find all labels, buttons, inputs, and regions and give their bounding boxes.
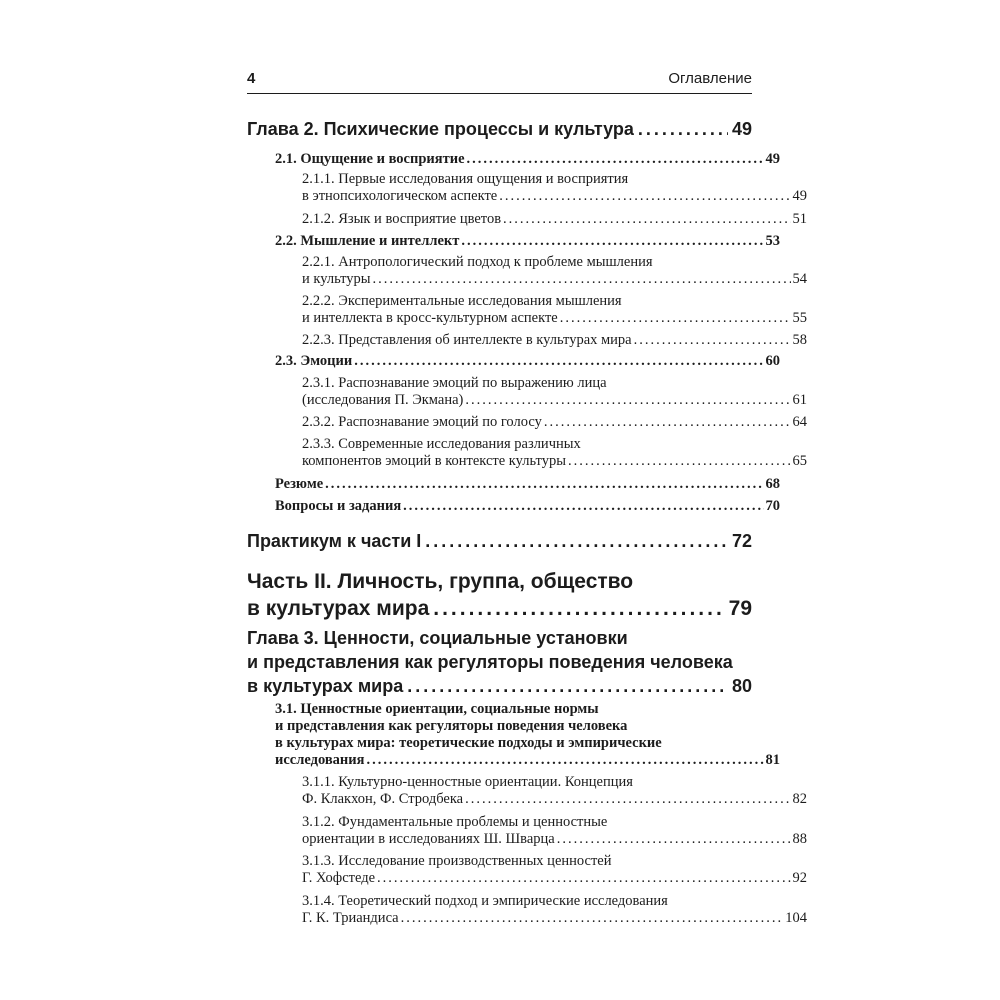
entry-title-line: и интеллекта в кросс-культурном аспекте xyxy=(302,310,558,326)
entry-title: 2.1.2. Язык и восприятие цветов xyxy=(302,211,502,227)
entry-title: 2.2.3. Представления об интеллекте в культурах мира xyxy=(302,332,632,348)
entry-title-line: Г. Хофстеде xyxy=(302,870,376,886)
entry-page: 55 xyxy=(792,310,807,326)
entry-title: 2.3. Эмоции xyxy=(275,353,353,369)
toc-entry-2-1[interactable] xyxy=(247,151,780,168)
entry-page: 68 xyxy=(765,476,780,492)
entry-title-line: в культурах мира xyxy=(247,676,404,696)
entry-title-line: компонентов эмоций в контексте культуры xyxy=(302,453,566,469)
dot-leader xyxy=(325,476,763,493)
dot-leader xyxy=(403,498,763,515)
toc-entry-summary[interactable] xyxy=(247,476,780,493)
entry-title-line: 3.1.3. Исследование производственных ценностей xyxy=(302,853,612,869)
dot-leader xyxy=(560,310,791,327)
entry-page: 60 xyxy=(765,353,780,369)
entry-page: 88 xyxy=(792,831,807,847)
entry-title-line: и представления как регуляторы поведения человека xyxy=(247,652,733,672)
entry-title-line: 2.3.3. Современные исследования различных xyxy=(302,436,581,452)
entry-title-line: Г. К. Триандиса xyxy=(302,910,399,926)
entry-title-line: исследования xyxy=(275,752,365,768)
entry-page: 64 xyxy=(792,414,807,430)
dot-leader xyxy=(401,910,784,927)
entry-page: 104 xyxy=(785,910,807,926)
entry-title: Глава 2. Психические процессы и культура xyxy=(247,119,634,139)
entry-title-line: 2.3.1. Распознавание эмоций по выражению лица xyxy=(302,375,607,391)
toc-entry-2-3-2[interactable] xyxy=(247,414,807,431)
dot-leader xyxy=(366,752,763,769)
toc-entry-2-2-1[interactable] xyxy=(247,254,807,288)
entry-title: Вопросы и задания xyxy=(275,498,402,514)
entry-title-line: 2.2.2. Экспериментальные исследования мышления xyxy=(302,293,622,309)
entry-title: Практикум к части I xyxy=(247,531,422,551)
entry-page: 61 xyxy=(792,392,807,408)
dot-leader xyxy=(557,831,791,848)
dot-leader xyxy=(499,188,790,205)
entry-title: 2.2. Мышление и интеллект xyxy=(275,233,460,249)
toc-entry-3-1-2[interactable] xyxy=(247,814,807,848)
header-rule xyxy=(247,93,752,94)
toc-entry-chapter-3[interactable] xyxy=(247,626,752,698)
entry-page: 92 xyxy=(792,870,807,886)
toc-entry-part-2[interactable] xyxy=(247,568,752,622)
entry-title-line: 2.1.1. Первые исследования ощущения и восприятия xyxy=(302,171,629,187)
entry-title-line: Ф. Клакхон, Ф. Стродбека xyxy=(302,791,464,807)
entry-title-line: ориентации в исследованиях Ш. Шварца xyxy=(302,831,555,847)
entry-title-line: 3.1.2. Фундаментальные проблемы и ценностные xyxy=(302,814,608,830)
entry-page: 53 xyxy=(765,233,780,249)
entry-page: 58 xyxy=(792,332,807,348)
entry-page: 49 xyxy=(792,188,807,204)
toc-entry-2-1-2[interactable] xyxy=(247,211,807,228)
toc-entry-2-3-1[interactable] xyxy=(247,375,807,409)
entry-title: 2.3.2. Распознавание эмоций по голосу xyxy=(302,414,542,430)
entry-page: 49 xyxy=(765,151,780,167)
dot-leader xyxy=(638,117,728,141)
dot-leader xyxy=(377,870,790,887)
entry-title-line: Часть II. Личность, группа, общество xyxy=(247,570,634,593)
dot-leader xyxy=(503,211,790,228)
page-number: 4 xyxy=(247,70,256,87)
toc-entry-3-1[interactable] xyxy=(247,701,780,769)
entry-page: 79 xyxy=(728,597,752,620)
dot-leader xyxy=(634,332,791,349)
dot-leader xyxy=(467,151,764,168)
dot-leader xyxy=(568,453,791,470)
dot-leader xyxy=(465,392,790,409)
toc-entry-2-2-2[interactable] xyxy=(247,293,807,327)
entry-page: 80 xyxy=(731,676,752,696)
entry-title-line: в культурах мира: теоретические подходы и эмпирические xyxy=(275,735,662,751)
entry-page: 81 xyxy=(765,752,780,768)
entry-title-line: Глава 3. Ценности, социальные установки xyxy=(247,628,628,648)
entry-title-line: (исследования П. Экмана) xyxy=(302,392,464,408)
dot-leader xyxy=(461,233,763,250)
dot-leader xyxy=(544,414,791,431)
toc-entry-3-1-1[interactable] xyxy=(247,774,807,808)
entry-title-line: 3.1.1. Культурно-ценностные ориентации. Концепция xyxy=(302,774,633,790)
entry-page: 72 xyxy=(731,531,752,551)
entry-page: 70 xyxy=(765,498,780,514)
entry-title-line: и представления как регуляторы поведения человека xyxy=(275,718,628,734)
entry-page: 49 xyxy=(731,119,752,139)
dot-leader xyxy=(433,595,724,622)
dot-leader xyxy=(373,271,791,288)
toc-entry-2-2-3[interactable] xyxy=(247,332,807,349)
dot-leader xyxy=(354,353,763,370)
toc-entry-3-1-4[interactable] xyxy=(247,893,807,927)
entry-title-line: 3.1. Ценностные ориентации, социальные нормы xyxy=(275,701,599,717)
entry-page: 82 xyxy=(792,791,807,807)
entry-title-line: 3.1.4. Теоретический подход и эмпирические исследования xyxy=(302,893,668,909)
toc-entry-2-2[interactable] xyxy=(247,233,780,250)
toc-entry-2-1-1[interactable] xyxy=(247,171,807,205)
toc-entry-practicum[interactable] xyxy=(247,529,752,553)
entry-title-line: и культуры xyxy=(302,271,371,287)
entry-title-line: в культурах мира xyxy=(247,597,430,620)
toc-entry-3-1-3[interactable] xyxy=(247,853,807,887)
entry-title: Резюме xyxy=(275,476,324,492)
toc-entry-2-3-3[interactable] xyxy=(247,436,807,470)
running-header-title: Оглавление xyxy=(668,70,752,87)
dot-leader xyxy=(425,529,728,553)
entry-page: 54 xyxy=(792,271,807,287)
toc-entry-2-3[interactable] xyxy=(247,353,780,370)
dot-leader xyxy=(465,791,790,808)
entry-title-line: 2.2.1. Антропологический подход к проблеме мышления xyxy=(302,254,653,270)
dot-leader xyxy=(407,674,728,698)
entry-page: 51 xyxy=(792,211,807,227)
toc-entry-chapter-2[interactable] xyxy=(247,117,752,141)
entry-title-line: в этнопсихологическом аспекте xyxy=(302,188,498,204)
entry-page: 65 xyxy=(792,453,807,469)
entry-title: 2.1. Ощущение и восприятие xyxy=(275,151,465,167)
toc-entry-questions[interactable] xyxy=(247,498,780,515)
